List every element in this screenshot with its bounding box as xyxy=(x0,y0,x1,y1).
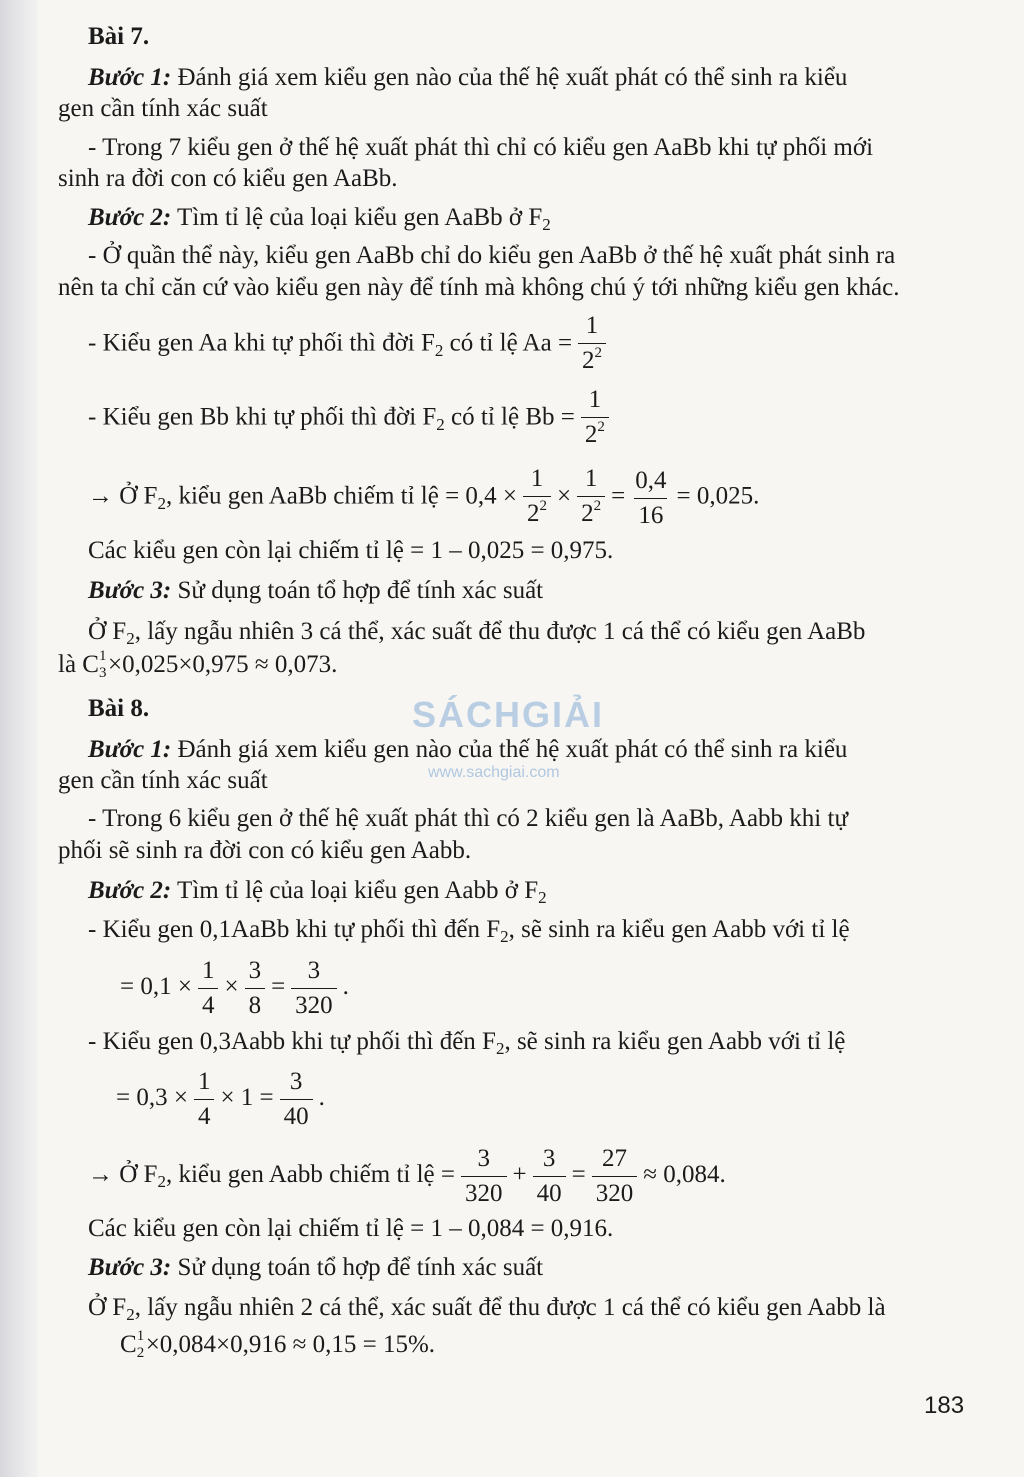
calc2-f2-den: 40 xyxy=(280,1099,313,1133)
calc2-f1-den: 4 xyxy=(194,1099,215,1133)
bai7-step1-label: Bước 1: xyxy=(88,64,172,91)
bai8-step2-sub: 2 xyxy=(538,888,547,907)
bai8-step2 xyxy=(88,876,547,908)
bb-fraction xyxy=(581,384,609,454)
bb-line-sub: 2 xyxy=(436,414,445,434)
calc1-frac3 xyxy=(291,955,337,1022)
bai8-prob-a-post: , lấy ngẫu nhiên 2 cá thể, xác suất để thu được 1 cá thể có kiểu gen Aabb là xyxy=(134,1294,886,1321)
bai8-heading: Bài 8. xyxy=(88,695,150,722)
c21-sup: 1 xyxy=(136,1328,145,1344)
calc1-f3-num: 3 xyxy=(307,957,321,984)
bb-line-pre: - Kiểu gen Bb khi tự phối thì đời F xyxy=(88,403,437,431)
bai8-note1-a: - Trong 6 kiểu gen ở thế hệ xuất phát thì có 2 kiểu gen là AaBb, Aabb khi tự xyxy=(88,805,848,832)
frac3-num: 0,4 xyxy=(635,466,667,494)
bai7-heading: Bài 7. xyxy=(88,23,150,50)
bb-den-exp: 2 xyxy=(597,419,605,435)
bai8-result-post: ≈ 0,084. xyxy=(643,1161,726,1189)
bai8-prob-a xyxy=(88,1293,886,1325)
times-sign: × xyxy=(557,482,572,510)
calc1-f2-num: 3 xyxy=(248,957,262,984)
bai7-result-line xyxy=(88,463,759,533)
calc1-f2-den: 8 xyxy=(245,988,266,1022)
bai8-step2-label: Bước 2: xyxy=(88,877,172,904)
bai8-step1 xyxy=(88,735,847,765)
bb-frac-den xyxy=(581,417,609,454)
frac2-den xyxy=(577,496,605,533)
bai7-prob-b-post: ×0,025×0,975 ≈ 0,073. xyxy=(107,651,338,678)
bai8-prob-b xyxy=(120,1330,435,1360)
aa-den-base: 2 xyxy=(582,347,595,374)
r8-f2-num: 3 xyxy=(542,1145,556,1172)
line-aabb-post: , sẽ sinh ra kiểu gen Aabb với tỉ lệ xyxy=(508,916,850,943)
calc2-mid: × 1 = xyxy=(220,1084,274,1112)
bai8-line-aabb2 xyxy=(88,1027,845,1059)
bai7-step2-label: Bước 2: xyxy=(88,204,172,231)
plus-sign: + xyxy=(512,1161,527,1189)
line-aabb-sub: 2 xyxy=(500,927,509,946)
bai7-step2-text: Tìm tỉ lệ của loại kiểu gen AaBb ở F xyxy=(171,204,543,231)
bai7-step3-label: Bước 3: xyxy=(88,577,172,604)
aa-line-pre: - Kiểu gen Aa khi tự phối thì đời F xyxy=(88,329,435,357)
bai8-rest: Các kiểu gen còn lại chiếm tỉ lệ = 1 – 0,084 = 0,916. xyxy=(88,1215,614,1242)
bai7-result-post: = 0,025. xyxy=(676,482,760,510)
calc1-eq: = xyxy=(271,973,286,1001)
bai8-step2-text: Tìm tỉ lệ của loại kiểu gen Aabb ở F xyxy=(171,877,539,904)
bai8-prob-a-pre: Ở F xyxy=(88,1294,127,1321)
frac2-den-exp: 2 xyxy=(593,498,602,514)
calc1-times: × xyxy=(224,973,239,1001)
bai7-step1-text-b: gen cần tính xác suất xyxy=(58,95,268,122)
aa-frac-num: 1 xyxy=(585,312,599,339)
bai7-step2 xyxy=(88,203,551,235)
page-spine-shadow xyxy=(0,0,38,1477)
watermark-logo: SÁCHGIẢI xyxy=(412,694,605,735)
frac2-den-base: 2 xyxy=(581,500,594,527)
watermark-url: www.sachgiai.com xyxy=(428,764,560,781)
bb-den-base: 2 xyxy=(584,421,598,448)
bai8-note1-b: phối sẽ sinh ra đời con có kiểu gen Aabb. xyxy=(58,837,472,864)
calc1-f1-den: 4 xyxy=(198,988,219,1022)
aa-fraction xyxy=(578,310,606,380)
bai8-calc2 xyxy=(116,1066,325,1133)
bai7-rest: Các kiểu gen còn lại chiếm tỉ lệ = 1 – 0,025 = 0,975. xyxy=(88,537,614,564)
calc2-post: . xyxy=(318,1084,325,1112)
aa-frac-den xyxy=(578,343,606,380)
aa-den-exp: 2 xyxy=(594,345,603,361)
r8-eq: = xyxy=(571,1161,586,1189)
bai8-step3 xyxy=(88,1253,543,1283)
line-aabb2-pre: - Kiểu gen 0,3Aabb khi tự phối thì đến F xyxy=(88,1028,496,1055)
bai7-result-frac1 xyxy=(523,463,551,533)
c31-sup: 1 xyxy=(98,648,107,664)
bai7-step3 xyxy=(88,576,543,606)
bb-frac-num: 1 xyxy=(588,386,602,413)
bai7-prob-a-post: , lấy ngẫu nhiên 3 cá thể, xác suất để thu được 1 cá thể có kiểu gen AaBb xyxy=(134,618,866,645)
r8-f2-den: 40 xyxy=(533,1176,566,1210)
bai7-prob-b xyxy=(58,650,337,680)
calc2-frac1 xyxy=(194,1066,215,1133)
bb-line-post: có tỉ lệ Bb = xyxy=(444,403,575,431)
frac1-num: 1 xyxy=(530,465,544,492)
frac1-den xyxy=(523,496,551,533)
calc2-frac2 xyxy=(280,1066,313,1133)
bai7-prob-b-pre: là C xyxy=(58,651,99,678)
bai7-note1-a: - Trong 7 kiểu gen ở thế hệ xuất phát thì chỉ có kiểu gen AaBb khi tự phối mới xyxy=(88,134,874,161)
bai8-result-line xyxy=(88,1143,726,1210)
calc1-post: . xyxy=(342,973,349,1001)
calc1-pre: = 0,1 × xyxy=(120,973,192,1001)
bai7-result-pre: → Ở F xyxy=(88,482,158,510)
bai8-calc1 xyxy=(120,955,349,1022)
bai7-step3-text: Sử dụng toán tổ hợp để tính xác suất xyxy=(171,577,544,604)
calc1-frac2 xyxy=(245,955,266,1022)
r8-f1-den: 320 xyxy=(461,1176,507,1210)
r8-f1-num: 3 xyxy=(477,1145,490,1172)
bai7-step1 xyxy=(88,63,847,93)
calc1-frac1 xyxy=(198,955,219,1022)
bai8-prob-b-pre: C xyxy=(120,1331,137,1358)
bai7-note2-a: - Ở quần thể này, kiểu gen AaBb chỉ do kiểu gen AaBb ở thế hệ xuất phát sinh ra xyxy=(88,242,896,269)
bai7-note2-b: nên ta chỉ căn cứ vào kiểu gen này để tính mà không chú ý tới những kiểu gen khác. xyxy=(58,274,900,301)
bai8-result-mid: , kiểu gen Aabb chiếm tỉ lệ = xyxy=(165,1161,455,1189)
line-aabb-pre: - Kiểu gen 0,1AaBb khi tự phối thì đến F xyxy=(88,916,501,943)
bai8-step1-text-a: Đánh giá xem kiểu gen nào của thế hệ xuất phát có thể sinh ra kiểu xyxy=(171,736,848,763)
bai8-result-sub: 2 xyxy=(157,1172,166,1192)
bai8-step3-label: Bước 3: xyxy=(88,1254,172,1281)
equals-sign: = xyxy=(611,482,626,510)
bai7-step2-sub: 2 xyxy=(542,215,551,234)
combination-c21 xyxy=(120,1328,145,1361)
frac2-num: 1 xyxy=(584,465,598,492)
bai8-prob-a-sub: 2 xyxy=(126,1305,135,1324)
bai7-aa-line xyxy=(88,310,612,380)
bai8-result-frac2 xyxy=(533,1143,566,1210)
bai8-result-frac3 xyxy=(592,1143,638,1210)
bai7-prob-a-sub: 2 xyxy=(126,629,135,648)
bai7-result-frac2 xyxy=(577,463,605,533)
combination-c31 xyxy=(58,648,107,681)
calc1-f3-den: 320 xyxy=(291,988,337,1022)
bai8-result-pre: → Ở F xyxy=(88,1161,158,1189)
calc2-f1-num: 1 xyxy=(197,1068,211,1095)
bai8-step3-text: Sử dụng toán tổ hợp để tính xác suất xyxy=(171,1254,544,1281)
line-aabb2-post: , sẽ sinh ra kiểu gen Aabb với tỉ lệ xyxy=(504,1028,846,1055)
r8-f3-num: 27 xyxy=(601,1145,627,1172)
bai7-result-sub: 2 xyxy=(157,493,166,513)
frac1-den-base: 2 xyxy=(527,500,540,527)
r8-f3-den: 320 xyxy=(592,1176,638,1210)
bai7-note1-b: sinh ra đời con có kiểu gen AaBb. xyxy=(58,165,398,192)
line-aabb2-sub: 2 xyxy=(495,1039,505,1058)
c31-sub: 3 xyxy=(98,665,107,681)
bai8-result-frac1 xyxy=(461,1143,507,1210)
calc1-f1-num: 1 xyxy=(201,957,215,984)
bai7-result-frac3 xyxy=(631,465,670,532)
bai7-prob-a xyxy=(88,617,865,649)
bai8-step1-text-b: gen cần tính xác suất xyxy=(58,767,268,794)
frac1-den-exp: 2 xyxy=(539,498,548,514)
calc2-pre: = 0,3 × xyxy=(116,1084,188,1112)
bai7-prob-a-pre: Ở F xyxy=(88,618,127,645)
calc2-f2-num: 3 xyxy=(289,1068,303,1095)
c21-sub: 2 xyxy=(136,1345,145,1361)
bai8-line-aabb xyxy=(88,915,850,947)
page-number: 183 xyxy=(924,1392,965,1419)
bai7-step1-text-a: Đánh giá xem kiểu gen nào của thế hệ xuất phát có thể sinh ra kiểu xyxy=(171,64,848,91)
aa-line-sub: 2 xyxy=(434,340,444,360)
frac3-den: 16 xyxy=(634,498,667,532)
bai8-prob-b-post: ×0,084×0,916 ≈ 0,15 = 15%. xyxy=(145,1331,436,1358)
aa-line-post: có tỉ lệ Aa = xyxy=(443,329,573,357)
bai7-result-mid: , kiểu gen AaBb chiếm tỉ lệ = 0,4 × xyxy=(165,482,518,510)
bai8-step1-label: Bước 1: xyxy=(88,736,172,763)
bai7-bb-line xyxy=(88,384,615,454)
